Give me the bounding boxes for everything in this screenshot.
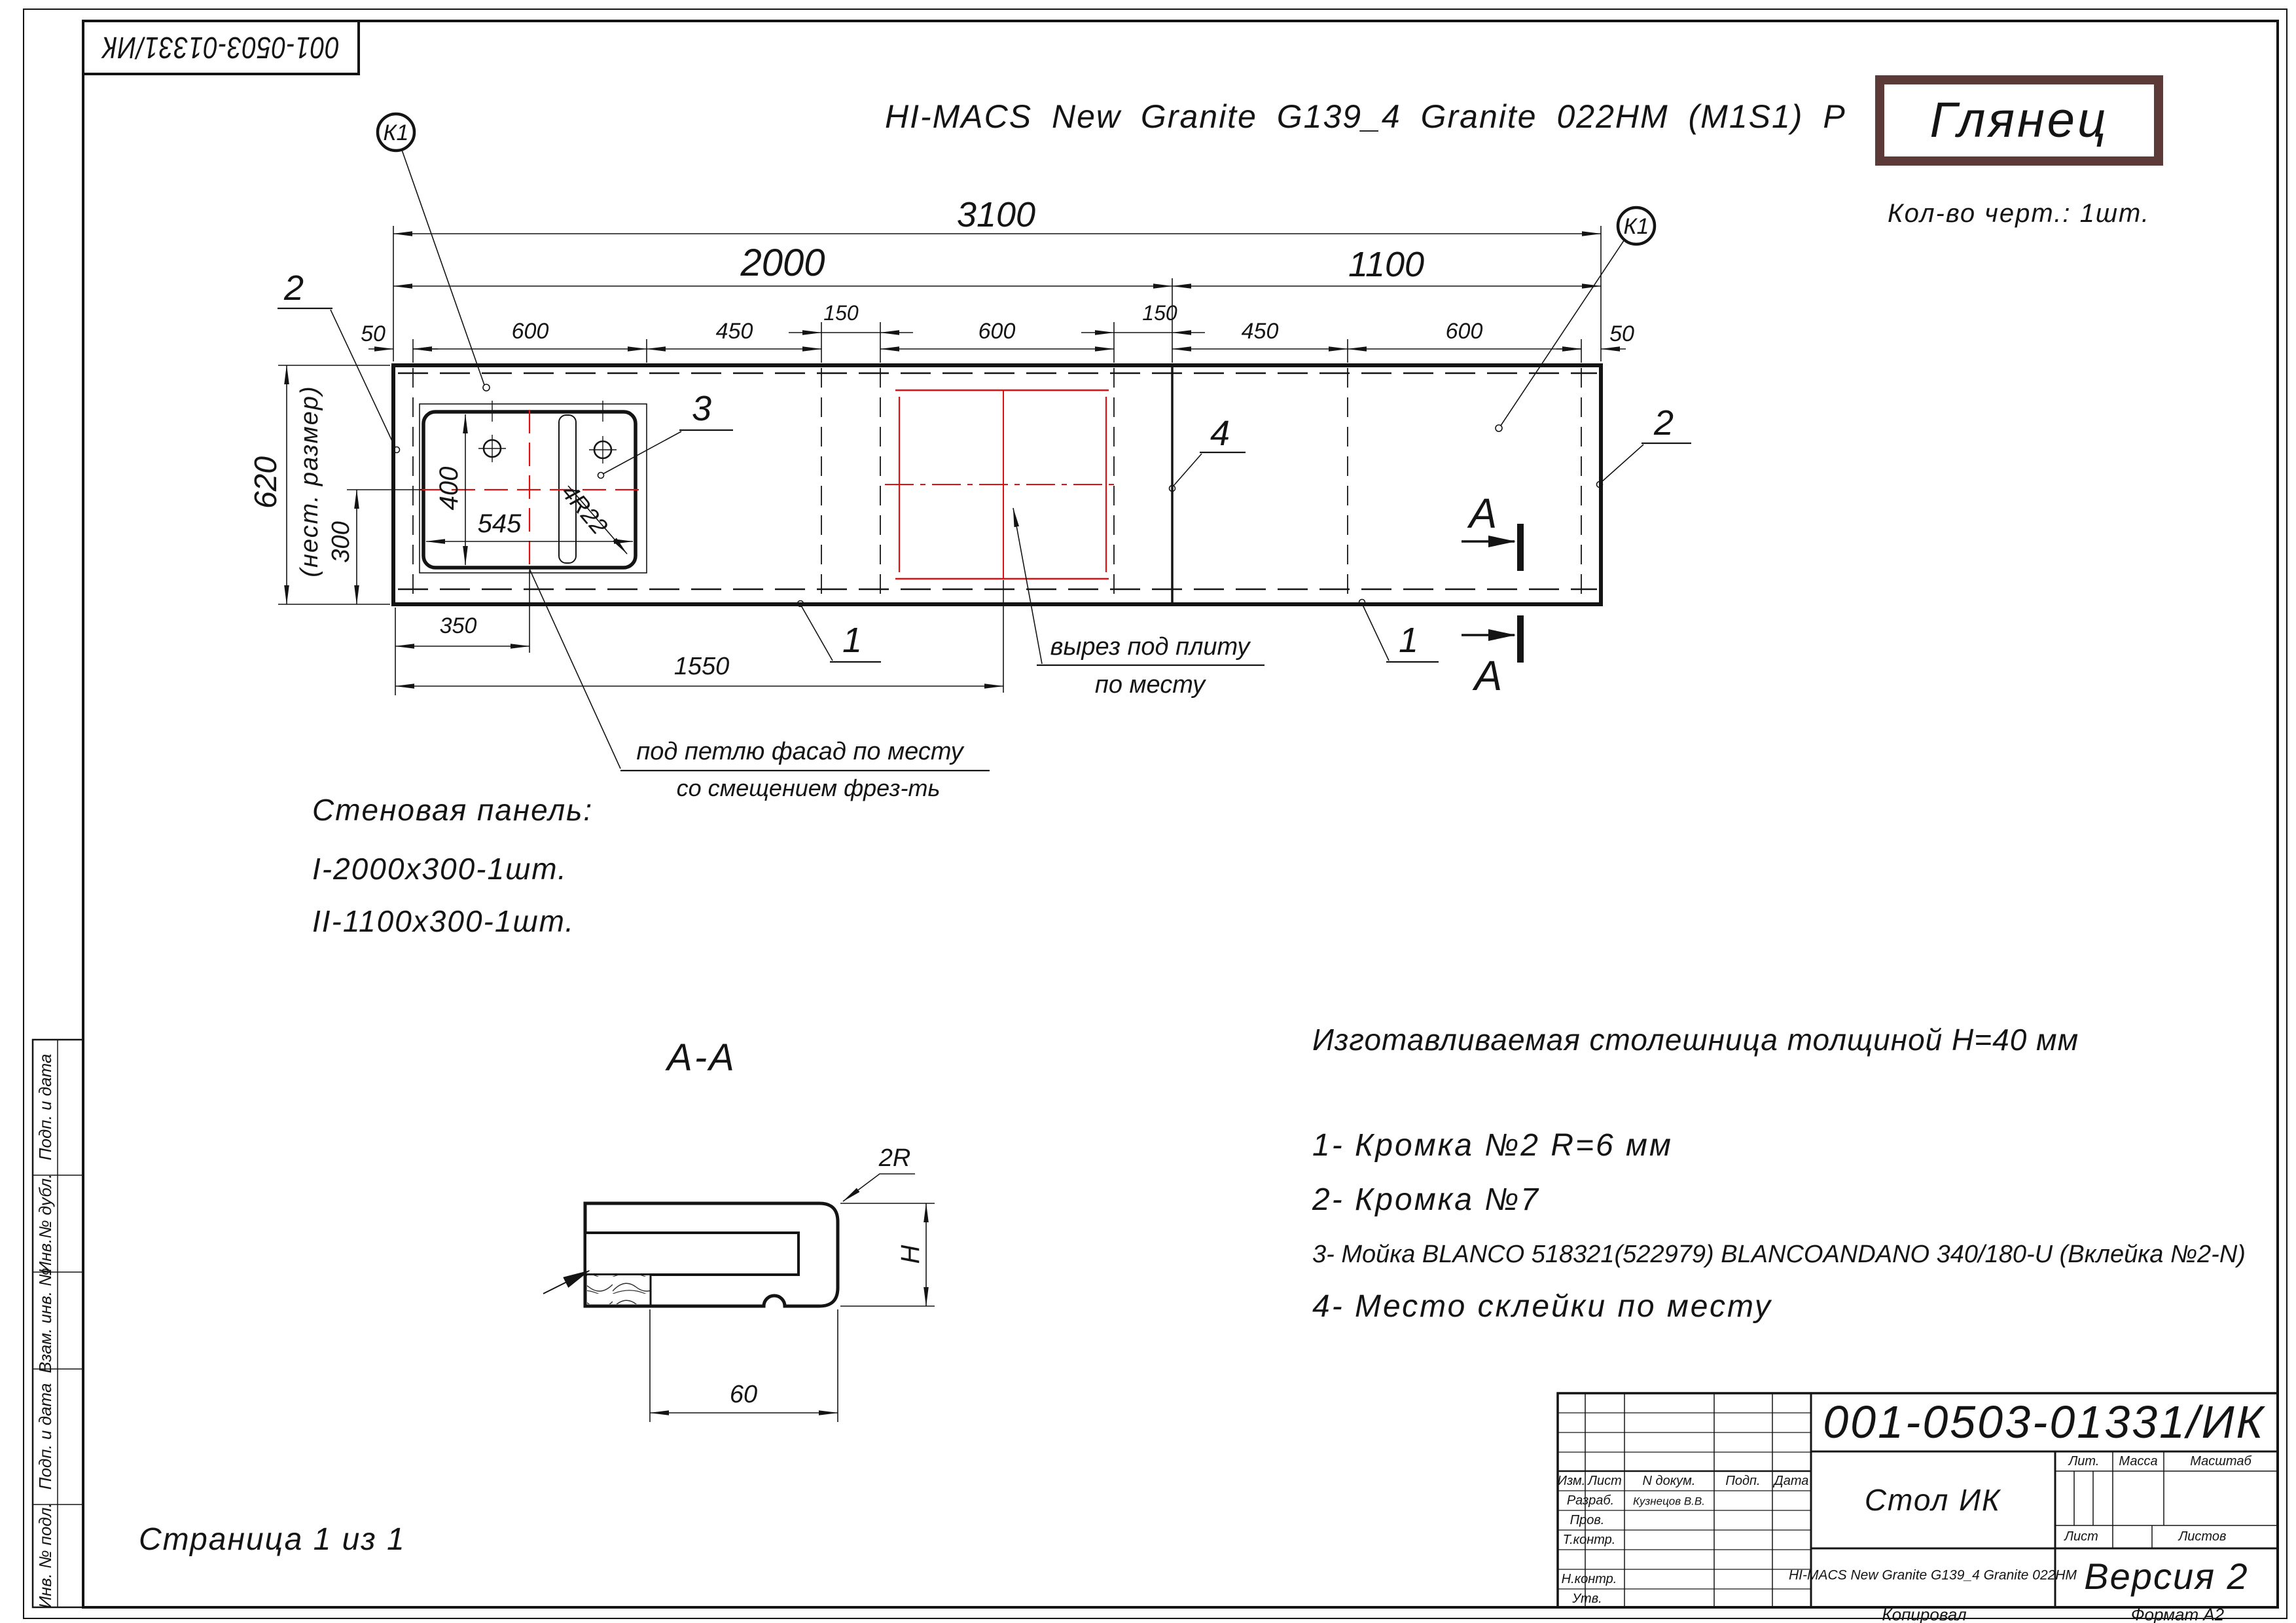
dimensions <box>278 226 1626 699</box>
tb-lit: Лит. <box>2068 1454 2100 1468</box>
tb-col-data: Дата <box>1774 1474 1809 1488</box>
section-height: H <box>896 1245 925 1264</box>
tb-row-tkontr: Т.контр. <box>1562 1533 1616 1547</box>
finish-box <box>1875 75 2163 166</box>
copies-note: Кол-во черт.: 1шт. <box>1888 199 2151 228</box>
corner-stamp-doc-number: 001-0503-01331/ИК <box>101 31 340 65</box>
material-title: HI-MACS New Granite G139_4 Granite 022HM (M1S1) P <box>885 98 1846 135</box>
tb-format: Формат А2 <box>2130 1605 2225 1623</box>
tb-designation: 001-0503-01331/ИК <box>1823 1396 2265 1448</box>
tb-kopiroval: Копировал <box>1882 1605 1967 1623</box>
dim-620: 620 <box>249 456 283 509</box>
note-1: 1- Кромка №2 R=6 мм <box>1312 1128 1673 1163</box>
callout-k1-left: К1 <box>383 120 409 145</box>
page-footer: Страница 1 из 1 <box>139 1522 406 1557</box>
section-radius: 2R <box>878 1144 911 1172</box>
tb-col-izm: Изм. <box>1557 1474 1586 1488</box>
hinge-note-line2: со смещением фрез-ть <box>676 775 941 801</box>
wall-panel-title: Стеновая панель: <box>312 793 594 827</box>
tb-col-podp: Подп. <box>1725 1474 1761 1488</box>
callout-2-right: 2 <box>1653 403 1674 443</box>
callout-1-left: 1 <box>842 621 863 660</box>
dim-150-a: 150 <box>823 301 859 325</box>
callout-4: 4 <box>1210 414 1230 453</box>
note-4: 4- Место склейки по месту <box>1312 1289 1772 1324</box>
dim-400: 400 <box>435 466 463 511</box>
dim-2000: 2000 <box>740 242 825 284</box>
wall-panel-item2: II-1100x300-1шт. <box>312 904 575 938</box>
hinge-note-line1: под петлю фасад по месту <box>636 738 963 765</box>
dim-350: 350 <box>439 613 477 638</box>
dim-600-c: 600 <box>1445 319 1483 344</box>
dim-50-left: 50 <box>361 321 386 346</box>
cooktop-note-line2: по месту <box>1094 671 1206 699</box>
tb-material: HI-MACS New Granite G139_4 Granite 022HM <box>1788 1567 2077 1583</box>
side-col-podp-data-1: Подп. и дата <box>35 1053 55 1161</box>
cooktop-note-line1: вырез под плиту <box>1050 633 1250 661</box>
tb-col-doc: N докум. <box>1642 1474 1696 1488</box>
callout-1-right: 1 <box>1398 621 1419 660</box>
side-col-inv-dubl: Инв.№ дубл. <box>35 1173 55 1274</box>
tb-massa: Масса <box>2119 1454 2158 1468</box>
dim-600-b: 600 <box>978 319 1016 344</box>
tb-masshtab: Масштаб <box>2190 1454 2251 1468</box>
section-title: А-А <box>667 1036 736 1079</box>
dim-1550: 1550 <box>673 653 730 680</box>
dim-150-b: 150 <box>1142 301 1177 325</box>
callout-3: 3 <box>691 389 712 428</box>
dim-3100: 3100 <box>956 195 1036 234</box>
sink-radius-label: 4R22 <box>556 479 613 539</box>
notes-intro: Изготавливаемая столешница толщиной H=40 мм <box>1312 1023 2079 1057</box>
tb-row-nkontr: Н.контр. <box>1561 1572 1617 1586</box>
tb-row-prov: Пров. <box>1570 1513 1605 1527</box>
dim-300: 300 <box>327 521 355 563</box>
side-col-podp-data-2: Подп. и дата <box>35 1383 55 1490</box>
section-width: 60 <box>729 1381 758 1408</box>
tb-version: Версия 2 <box>2084 1556 2249 1597</box>
note-2: 2- Кромка №7 <box>1312 1182 1540 1217</box>
dim-545: 545 <box>477 509 522 538</box>
tb-developer: Кузнецов В.В. <box>1633 1495 1705 1508</box>
dim-450-b: 450 <box>1241 319 1279 344</box>
tb-list: Лист <box>2064 1529 2098 1544</box>
tb-row-utv: Утв. <box>1572 1592 1602 1606</box>
tb-listov: Листов <box>2178 1529 2227 1544</box>
finish-label: Глянец <box>1929 92 2109 148</box>
dim-600-a: 600 <box>511 319 549 344</box>
note-3: 3- Мойка BLANCO 518321(522979) BLANCOANDANO 340/180-U (Вклейка №2-N) <box>1312 1241 2246 1268</box>
side-col-inv-podl: Инв. № подл. <box>35 1503 55 1609</box>
tb-row-razrab: Разраб. <box>1566 1493 1615 1508</box>
section-letter-top: А <box>1469 490 1498 537</box>
section-letter-bottom: А <box>1474 652 1503 699</box>
tb-product: Стол ИК <box>1864 1483 2001 1517</box>
tb-col-list: Лист <box>1588 1474 1622 1488</box>
dim-450-a: 450 <box>715 319 753 344</box>
callout-k1-right: К1 <box>1623 214 1649 239</box>
dim-1100: 1100 <box>1348 245 1425 284</box>
side-col-vzam-inv: Взам. инв. № <box>35 1267 55 1374</box>
callout-2-left: 2 <box>283 268 304 308</box>
dim-50-right: 50 <box>1609 321 1634 346</box>
wall-panel-item1: I-2000x300-1шт. <box>312 852 567 886</box>
dim-620-note: (нест. размер) <box>296 385 323 577</box>
